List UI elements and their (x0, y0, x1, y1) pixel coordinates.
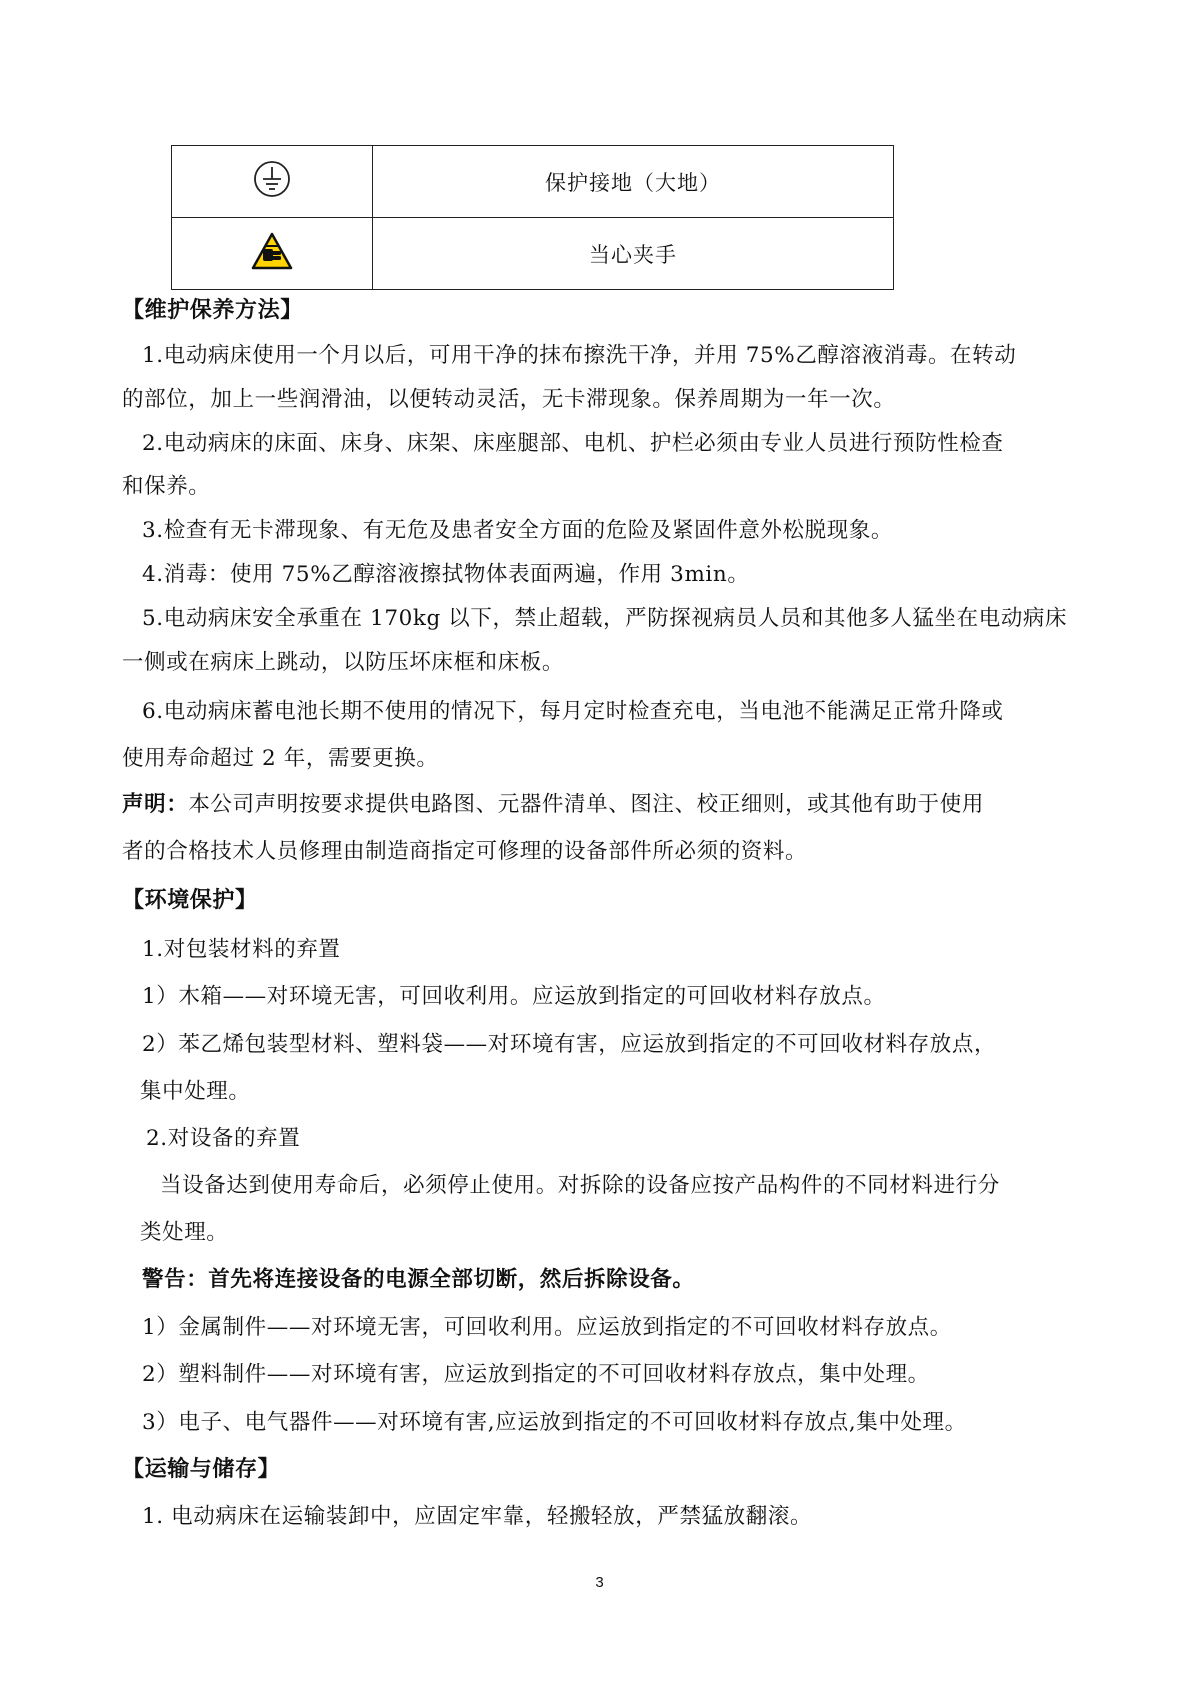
table-row (172, 146, 894, 218)
page-number: 3 (595, 1574, 604, 1591)
statement-text: 本公司声明按要求提供电路图、元器件清单、图注、校正细则，或其他有助于使用 (188, 792, 984, 817)
paragraph-line: 的部位，加上一些润滑油，以便转动灵活，无卡滞现象。保养周期为一年一次。 (122, 387, 896, 412)
paragraph-line: 1）金属制件——对环境无害，可回收利用。应运放到指定的不可回收材料存放点。 (142, 1315, 952, 1340)
paragraph-line: 1）木箱——对环境无害，可回收利用。应运放到指定的可回收材料存放点。 (142, 984, 886, 1009)
statement-line: 者的合格技术人员修理由制造商指定可修理的设备部件所必须的资料。 (122, 839, 808, 864)
transport-heading: 【运输与储存】 (122, 1457, 281, 1482)
paragraph-line: 2）苯乙烯包装型材料、塑料袋——对环境有害，应运放到指定的不可回收材料存放点， (142, 1032, 997, 1057)
table-row (172, 218, 894, 290)
paragraph-line: 5.电动病床安全承重在 170kg 以下，禁止超载，严防探视病员人员和其他多人猛坐在电动病床 (142, 606, 1068, 631)
paragraph-line: 1.电动病床使用一个月以后，可用干净的抹布擦洗干净，并用 75%乙醇溶液消毒。在转动 (142, 343, 1017, 368)
hand-pinch-warning-icon (251, 232, 293, 270)
paragraph-line: 当设备达到使用寿命后，必须停止使用。对拆除的设备应按产品构件的不同材料进行分 (160, 1173, 1000, 1198)
paragraph-line: 6.电动病床蓄电池长期不使用的情况下，每月定时检查充电，当电池不能满足正常升降或 (142, 699, 1004, 724)
paragraph-line: 集中处理。 (140, 1079, 251, 1104)
maintenance-heading: 【维护保养方法】 (122, 298, 303, 323)
environment-heading: 【环境保护】 (122, 888, 258, 913)
paragraph-line: 2）塑料制件——对环境有害，应运放到指定的不可回收材料存放点，集中处理。 (142, 1362, 930, 1387)
paragraph-line: 4.消毒：使用 75%乙醇溶液擦拭物体表面两遍，作用 3min。 (142, 562, 750, 587)
paragraph-line: 和保养。 (122, 474, 211, 499)
symbol-description: 当心夹手 (373, 218, 894, 290)
warning-line: 警告：首先将连接设备的电源全部切断，然后拆除设备。 (142, 1267, 695, 1292)
paragraph-line: 3.检查有无卡滞现象、有无危及患者安全方面的危险及紧固件意外松脱现象。 (142, 518, 894, 543)
statement-label: 声明： (122, 792, 189, 817)
paragraph-line: 2.电动病床的床面、床身、床架、床座腿部、电机、护栏必须由专业人员进行预防性检查 (142, 431, 1004, 456)
symbol-table (171, 145, 894, 290)
symbol-cell (172, 218, 373, 290)
symbol-description: 保护接地（大地） (373, 146, 894, 218)
paragraph-line: 一侧或在病床上跳动，以防压坏床框和床板。 (122, 650, 565, 675)
paragraph-line: 1.对包装材料的弃置 (142, 937, 341, 962)
statement-line (122, 790, 984, 820)
paragraph-line: 使用寿命超过 2 年，需要更换。 (122, 746, 439, 771)
symbol-cell (172, 146, 373, 218)
paragraph-line: 3）电子、电气器件——对环境有害,应运放到指定的不可回收材料存放点,集中处理。 (142, 1410, 967, 1435)
paragraph-line: 1. 电动病床在运输装卸中，应固定牢靠，轻搬轻放，严禁猛放翻滚。 (142, 1504, 813, 1529)
paragraph-line: 2.对设备的弃置 (146, 1126, 301, 1151)
paragraph-line: 类处理。 (140, 1220, 229, 1245)
protective-earth-icon (252, 159, 292, 199)
